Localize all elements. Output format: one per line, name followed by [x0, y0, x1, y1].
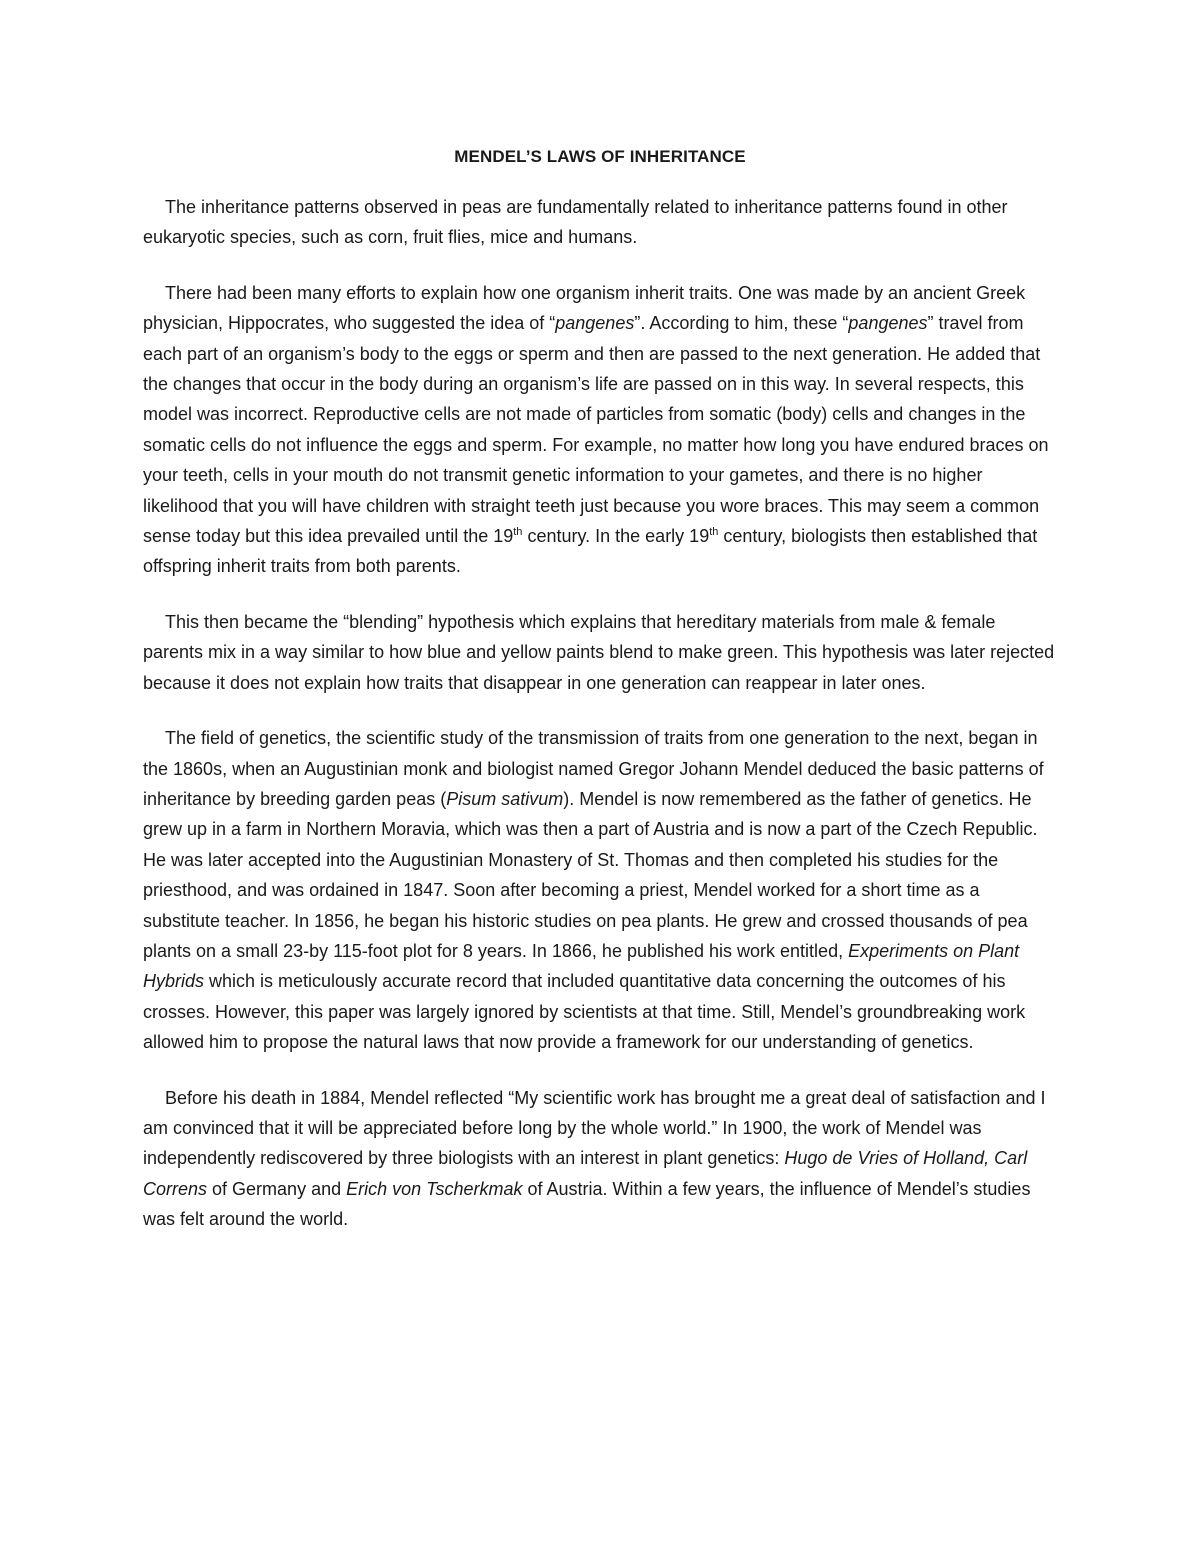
body-paragraph	[143, 723, 1057, 1057]
paragraph-text: This then became the “blending” hypothesis which explains that hereditary materials from male & female parents mix in a way similar to how blue and yellow paints blend to make green. This hypothesis was later rejected because it does not explain how traits that disappear in one generation can reappear in later ones.	[143, 611, 1055, 693]
italic-text: Pisum sativum	[446, 788, 564, 809]
italic-text: Experiments on Plant Hybrids	[143, 940, 1020, 992]
paragraph-text: ”. According to him, these “	[634, 313, 849, 334]
document-title: MENDEL’S LAWS OF INHERITANCE	[454, 147, 746, 166]
paragraph-text: The inheritance patterns observed in peas are fundamentally related to inheritance patterns found in other eukaryotic species, such as corn, fruit flies, mice and humans.	[143, 197, 1008, 248]
paragraph-text: century, biologists then established that offspring inherit traits from both parents.	[143, 526, 1038, 577]
italic-text: pangenes	[555, 313, 635, 334]
body-paragraph	[143, 192, 1057, 253]
superscript-text: th	[709, 526, 719, 539]
body-paragraph	[143, 278, 1057, 582]
body-paragraph	[143, 1083, 1057, 1235]
paragraph-text: of Germany and	[207, 1178, 347, 1199]
paragraph-text: Before his death in 1884, Mendel reflected “My scientific work has brought me a great deal of satisfaction and I am convinced that it will be appreciated before long by the whole world.” In 1900, the work of Mendel was independently rediscovered by three biologists with an interest in plant genetics:	[143, 1087, 1046, 1169]
italic-text: pangenes	[848, 313, 928, 334]
paragraph-text: century. In the early 19	[522, 526, 710, 547]
paragraph-text: ” travel from each part of an organism’s body to the eggs or sperm and then are passed to the next generation. He added that the changes that occur in the body during an organism’s life are passed on in this way. In several respects, this model was incorrect. Reproductive cells are not made of particles from somatic (body) cells and changes in the somatic cells do not influence the eggs and sperm. For example, no matter how long you have endured braces on your teeth, cells in your mouth do not transmit genetic information to your gametes, and there is no higher likelihood that you will have children with straight teeth just because you wore braces. This may seem a common sense today but this idea prevailed until the 19	[143, 313, 1049, 547]
italic-text: Hugo de Vries of Holland, Carl Correns	[143, 1148, 1028, 1199]
italic-text: Erich von Tscherkmak	[346, 1178, 523, 1199]
paragraph-list	[143, 192, 1057, 1235]
paragraph-text: There had been many efforts to explain how one organism inherit traits. One was made by an ancient Greek physician, Hippocrates, who suggested the idea of “	[143, 282, 1026, 334]
superscript-text: th	[513, 526, 523, 539]
paragraph-text: which is meticulously accurate record that included quantitative data concerning the outcomes of his crosses. However, this paper was largely ignored by scientists at that time. Still, Mendel’s groundbreaking work allowed him to propose the natural laws that now provide a framework for our understanding of genetics.	[143, 971, 1026, 1053]
paragraph-text: The field of genetics, the scientific study of the transmission of traits from one generation to the next, began in the 1860s, when an Augustinian monk and biologist named Gregor Johann Mendel deduced the basic patterns of inheritance by breeding garden peas (	[143, 728, 1044, 809]
paragraph-text: of Austria. Within a few years, the influence of Mendel’s studies was felt around the world.	[143, 1178, 1031, 1230]
paragraph-text: ). Mendel is now remembered as the father of genetics. He grew up in a farm in Northern Moravia, which was then a part of Austria and is now a part of the Czech Republic. He was later accepted into the Augustinian Monastery of St. Thomas and then completed his studies for the priesthood, and was ordained in 1847. Soon after becoming a priest, Mendel worked for a short time as a substitute teacher. In 1856, he began his historic studies on pea plants. He grew and crossed thousands of pea plants on a small 23-by 115-foot plot for 8 years. In 1866, he published his work entitled,	[143, 788, 1038, 961]
document-body	[143, 142, 1057, 1235]
body-paragraph	[143, 607, 1057, 698]
